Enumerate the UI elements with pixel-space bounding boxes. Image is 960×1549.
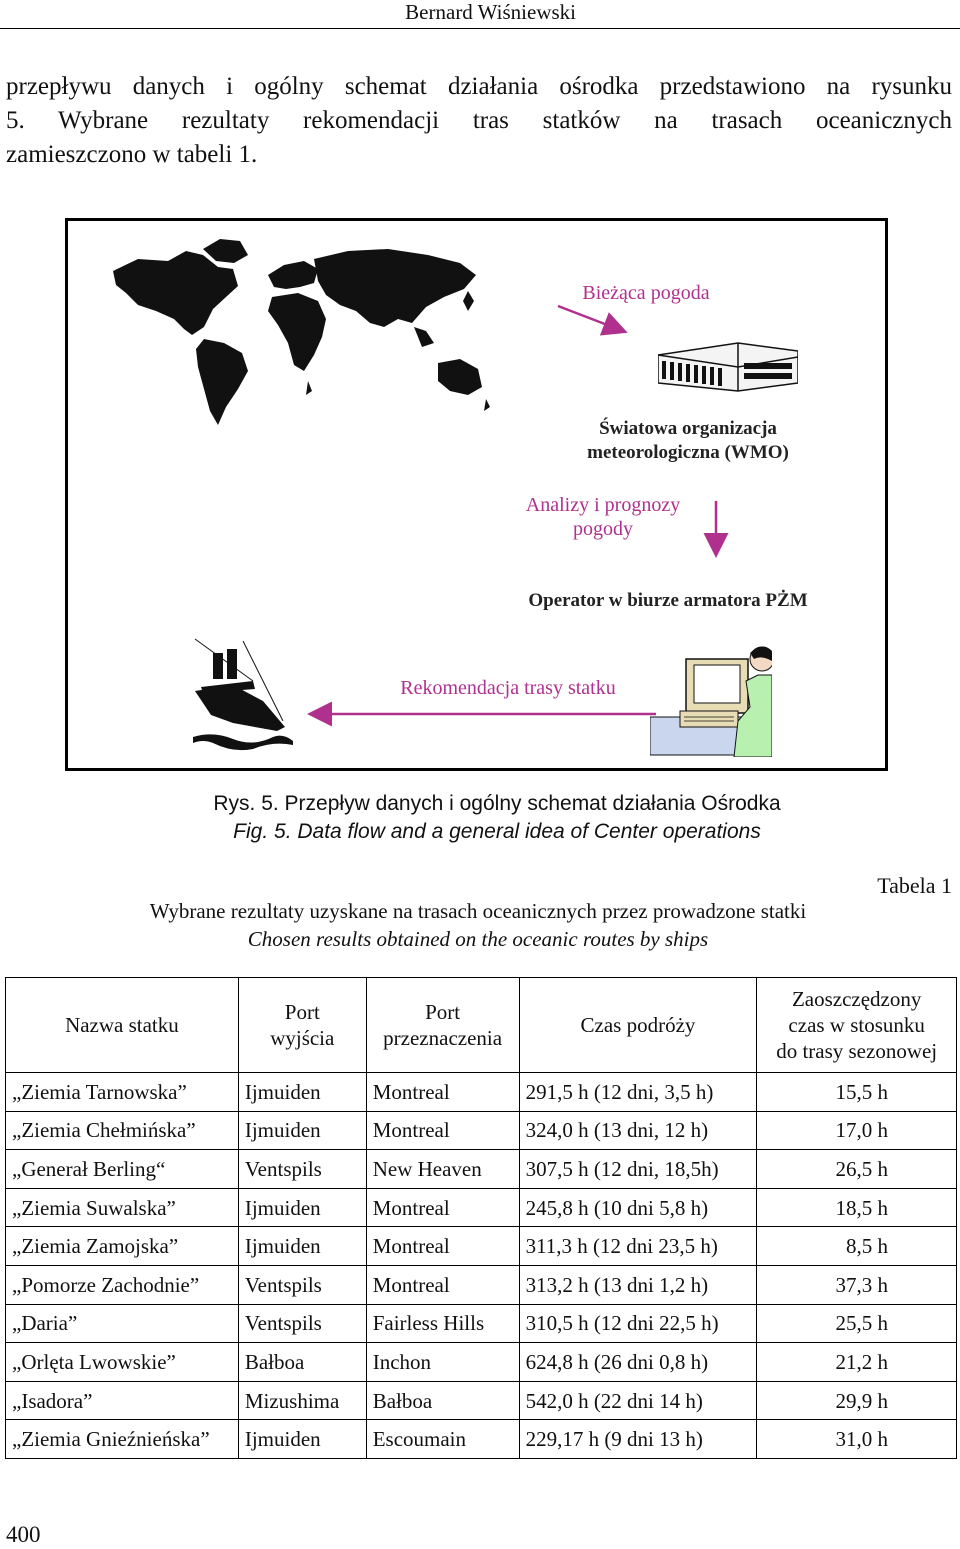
cell-to: Montreal [366,1073,519,1112]
table-row [6,1304,957,1343]
figure-caption-pl: Rys. 5. Przepływ danych i ogólny schemat działania Ośrodka [213,792,781,815]
figure-caption-en: Fig. 5. Data flow and a general idea of Center operations [233,820,761,843]
cell-ship: „Ziemia Zamojska” [6,1227,239,1266]
cell-ship: „Ziemia Tarnowska” [6,1073,239,1112]
table-row [6,1111,957,1150]
arrow-weather-to-wmo [558,306,623,331]
results-table [5,977,957,1459]
cell-time: 624,8 h (26 dni 0,8 h) [519,1343,757,1382]
cell-saving: 15,5 h [757,1073,957,1112]
table-row [6,1265,957,1304]
table-row [6,1227,957,1266]
intro-line: 5. Wybrane rezultaty rekomendacji tras statków na trasach oceanicznych [6,107,952,134]
intro-paragraph [6,70,952,172]
operator-label: Operator w biurze armatora PŻM [528,590,808,611]
cell-saving: 17,0 h [757,1111,957,1150]
header-ship-name: Nazwa statku [6,978,239,1073]
cell-from: Ijmuiden [238,1073,366,1112]
cell-from: Ijmuiden [238,1111,366,1150]
cell-time: 310,5 h (12 dni 22,5 h) [519,1304,757,1343]
header-time-saved: Zaoszczędzony czas w stosunku do trasy sezonowej [757,978,957,1073]
cell-saving: 26,5 h [757,1150,957,1189]
cell-ship: „Daria” [6,1304,239,1343]
table-row [6,1381,957,1420]
table-label: Tabela 1 [877,873,952,898]
cell-ship: „Isadora” [6,1381,239,1420]
cell-to: Montreal [366,1265,519,1304]
current-weather-label: Bieżąca pogoda [582,282,710,304]
page-number: 400 [6,1522,41,1547]
table-row [6,1150,957,1189]
cell-from: Ijmuiden [238,1188,366,1227]
table-row [6,1188,957,1227]
table-header-row [6,978,957,1073]
cell-saving: 18,5 h [757,1188,957,1227]
header-travel-time: Czas podróży [519,978,757,1073]
cell-to: Montreal [366,1111,519,1150]
cell-saving: 31,0 h [757,1420,957,1459]
cell-from: Bałboa [238,1343,366,1382]
cell-saving: 37,3 h [757,1265,957,1304]
table-row [6,1420,957,1459]
cell-ship: „Ziemia Suwalska” [6,1188,239,1227]
cell-to: New Heaven [366,1150,519,1189]
cell-from: Ventspils [238,1150,366,1189]
table-row [6,1343,957,1382]
cell-to: Fairless Hills [366,1304,519,1343]
running-head-author: Bernard Wiśniewski [405,0,576,24]
cell-ship: „Ziemia Gnieźnieńska” [6,1420,239,1459]
cell-ship: „Ziemia Chełmińska” [6,1111,239,1150]
cell-to: Montreal [366,1188,519,1227]
wmo-label: Światowa organizacja meteorologiczna (WMO) [587,418,789,463]
table-title-en: Chosen results obtained on the oceanic routes by ships [247,927,709,951]
cell-from: Ijmuiden [238,1227,366,1266]
cell-time: 291,5 h (12 dni, 3,5 h) [519,1073,757,1112]
cell-saving: 25,5 h [757,1304,957,1343]
cell-time: 542,0 h (22 dni 14 h) [519,1381,757,1420]
cell-to: Bałboa [366,1381,519,1420]
header-departure-port: Port wyjścia [238,978,366,1073]
recommendation-label: Rekomendacja trasy statku [400,677,616,699]
analysis-forecast-label: Analizy i prognozy pogody [525,494,681,540]
cell-ship: „Pomorze Zachodnie” [6,1265,239,1304]
cell-saving: 29,9 h [757,1381,957,1420]
cell-ship: „Generał Berling“ [6,1150,239,1189]
cell-time: 311,3 h (12 dni 23,5 h) [519,1227,757,1266]
cell-saving: 21,2 h [757,1343,957,1382]
cell-from: Ijmuiden [238,1420,366,1459]
header-destination-port: Port przeznaczenia [366,978,519,1073]
cell-time: 245,8 h (10 dni 5,8 h) [519,1188,757,1227]
table-title-pl: Wybrane rezultaty uzyskane na trasach oceanicznych przez prowadzone statki [149,899,807,923]
intro-line: zamieszczono w tabeli 1. [6,141,258,168]
flow-arrows [68,221,885,768]
intro-line: przepływu danych i ogólny schemat działania ośrodka przedstawiono na rysunku [6,73,952,100]
cell-time: 324,0 h (13 dni, 12 h) [519,1111,757,1150]
cell-to: Inchon [366,1343,519,1382]
cell-time: 313,2 h (13 dni 1,2 h) [519,1265,757,1304]
table-row [6,1073,957,1112]
cell-time: 307,5 h (12 dni, 18,5h) [519,1150,757,1189]
figure-5-data-flow [65,218,888,771]
cell-from: Mizushima [238,1381,366,1420]
cell-to: Montreal [366,1227,519,1266]
cell-ship: „Orlęta Lwowskie” [6,1343,239,1382]
page-header [0,0,960,29]
cell-time: 229,17 h (9 dni 13 h) [519,1420,757,1459]
cell-from: Ventspils [238,1304,366,1343]
cell-to: Escoumain [366,1420,519,1459]
cell-saving: 8,5 h [757,1227,957,1266]
cell-from: Ventspils [238,1265,366,1304]
